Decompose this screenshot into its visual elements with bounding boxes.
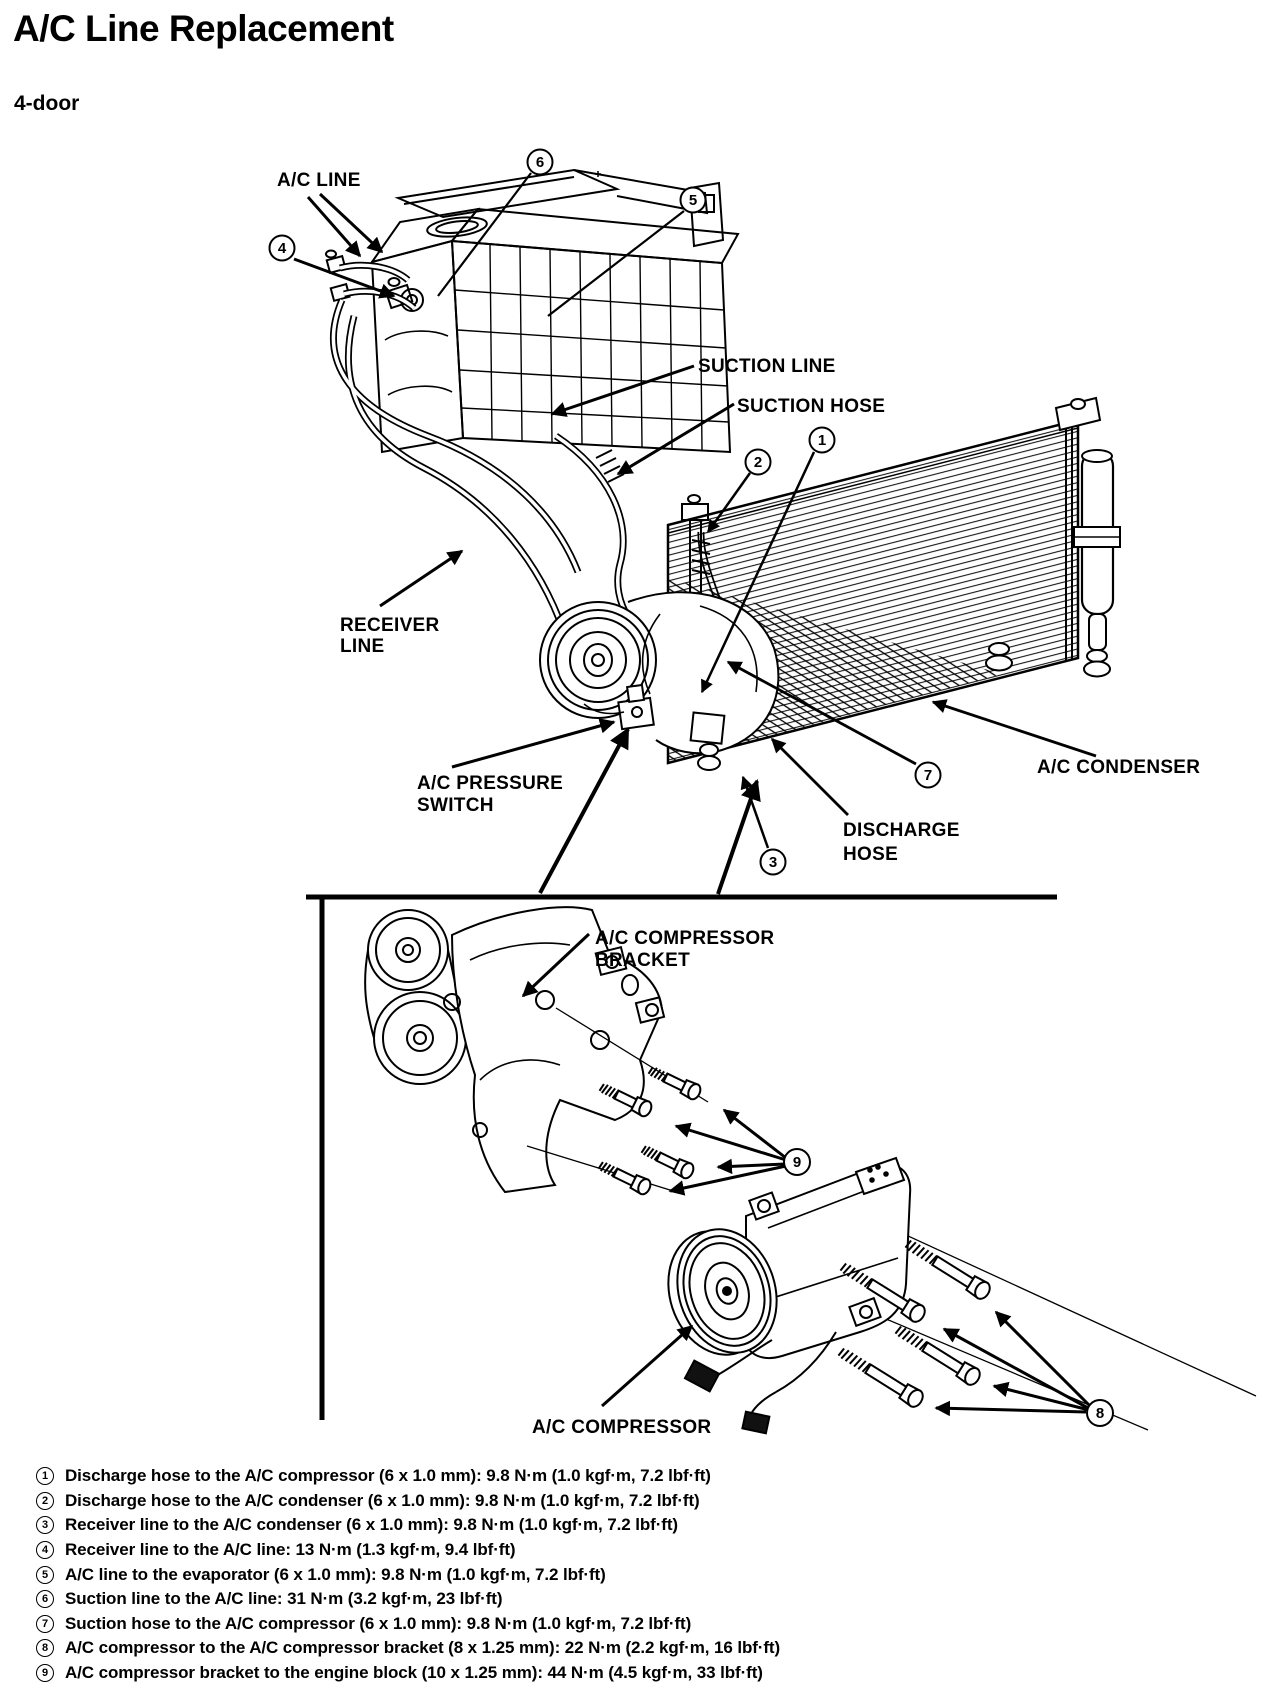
ac-line-label: A/C LINE <box>277 170 361 191</box>
torque-spec-text: Discharge hose to the A/C condenser (6 x 1.0 mm): 9.8 N·m (1.0 kgf·m, 7.2 lbf·ft) <box>65 1490 700 1510</box>
callout-8: 8 <box>1095 1405 1105 1422</box>
pressure-switch-label-1: A/C PRESSURE <box>417 773 564 794</box>
torque-spec-item <box>36 1562 1246 1587</box>
torque-spec-item <box>36 1661 1246 1686</box>
discharge-hose-label-2: HOSE <box>843 844 899 865</box>
ac-condenser-label: A/C CONDENSER <box>1037 757 1201 778</box>
callout-7: 7 <box>923 767 933 784</box>
compressor-bracket-label-2: BRACKET <box>595 950 690 971</box>
item-number-badge: 6 <box>36 1590 54 1608</box>
item-number-badge: 9 <box>36 1664 54 1682</box>
callout-9: 9 <box>792 1154 802 1171</box>
receiver-line-label-1: RECEIVER <box>340 615 440 636</box>
page-subtitle: 4-door <box>14 92 80 115</box>
evaporator-unit-drawing <box>326 170 738 452</box>
torque-spec-text: Receiver line to the A/C condenser (6 x 1.0 mm): 9.8 N·m (1.0 kgf·m, 7.2 lbf·ft) <box>65 1515 678 1535</box>
torque-spec-item <box>36 1489 1246 1514</box>
suction-line-label: SUCTION LINE <box>698 356 836 377</box>
torque-spec-item <box>36 1612 1246 1637</box>
torque-spec-item <box>36 1513 1246 1538</box>
callout-4: 4 <box>277 240 287 257</box>
item-number-badge: 1 <box>36 1467 54 1485</box>
torque-spec-item <box>36 1538 1246 1563</box>
torque-spec-item <box>36 1587 1246 1612</box>
torque-spec-item <box>36 1636 1246 1661</box>
torque-spec-text: Suction line to the A/C line: 31 N·m (3.2 kgf·m, 23 lbf·ft) <box>65 1589 503 1609</box>
item-number-badge: 5 <box>36 1566 54 1584</box>
item-number-badge: 4 <box>36 1541 54 1559</box>
callout-6: 6 <box>535 154 545 171</box>
page-title: A/C Line Replacement <box>13 8 394 49</box>
torque-spec-text: A/C compressor bracket to the engine block (10 x 1.25 mm): 44 N·m (4.5 kgf·m, 33 lbf·ft) <box>65 1663 763 1683</box>
discharge-hose-label-1: DISCHARGE <box>843 820 960 841</box>
torque-spec-list <box>36 1464 1246 1685</box>
compressor-bracket-label-1: A/C COMPRESSOR <box>595 928 775 949</box>
callout-1: 1 <box>817 432 827 449</box>
item-number-badge: 3 <box>36 1516 54 1534</box>
torque-spec-text: A/C compressor to the A/C compressor bracket (8 x 1.25 mm): 22 N·m (2.2 kgf·m, 16 lbf·ft) <box>65 1638 781 1658</box>
ac-compressor-label: A/C COMPRESSOR <box>532 1417 712 1438</box>
item-number-badge: 2 <box>36 1492 54 1510</box>
receiver-line-label-2: LINE <box>340 636 385 657</box>
callout-5: 5 <box>688 192 698 209</box>
torque-spec-text: A/C line to the evaporator (6 x 1.0 mm): 9.8 N·m (1.0 kgf·m, 7.2 lbf·ft) <box>65 1564 606 1584</box>
item-number-badge: 7 <box>36 1615 54 1633</box>
item-number-badge: 8 <box>36 1639 54 1657</box>
pressure-switch-label-2: SWITCH <box>417 795 494 816</box>
torque-spec-text: Discharge hose to the A/C compressor (6 x 1.0 mm): 9.8 N·m (1.0 kgf·m, 7.2 lbf·ft) <box>65 1466 711 1486</box>
inset-compressor-drawing <box>653 1158 1256 1433</box>
suction-hose-label: SUCTION HOSE <box>737 396 886 417</box>
callout-3: 3 <box>768 854 778 871</box>
torque-spec-text: Suction hose to the A/C compressor (6 x 1.0 mm): 9.8 N·m (1.0 kgf·m, 7.2 lbf·ft) <box>65 1613 692 1633</box>
torque-spec-text: Receiver line to the A/C line: 13 N·m (1.3 kgf·m, 9.4 lbf·ft) <box>65 1540 516 1560</box>
callout-2: 2 <box>753 454 763 471</box>
torque-spec-item <box>36 1464 1246 1489</box>
